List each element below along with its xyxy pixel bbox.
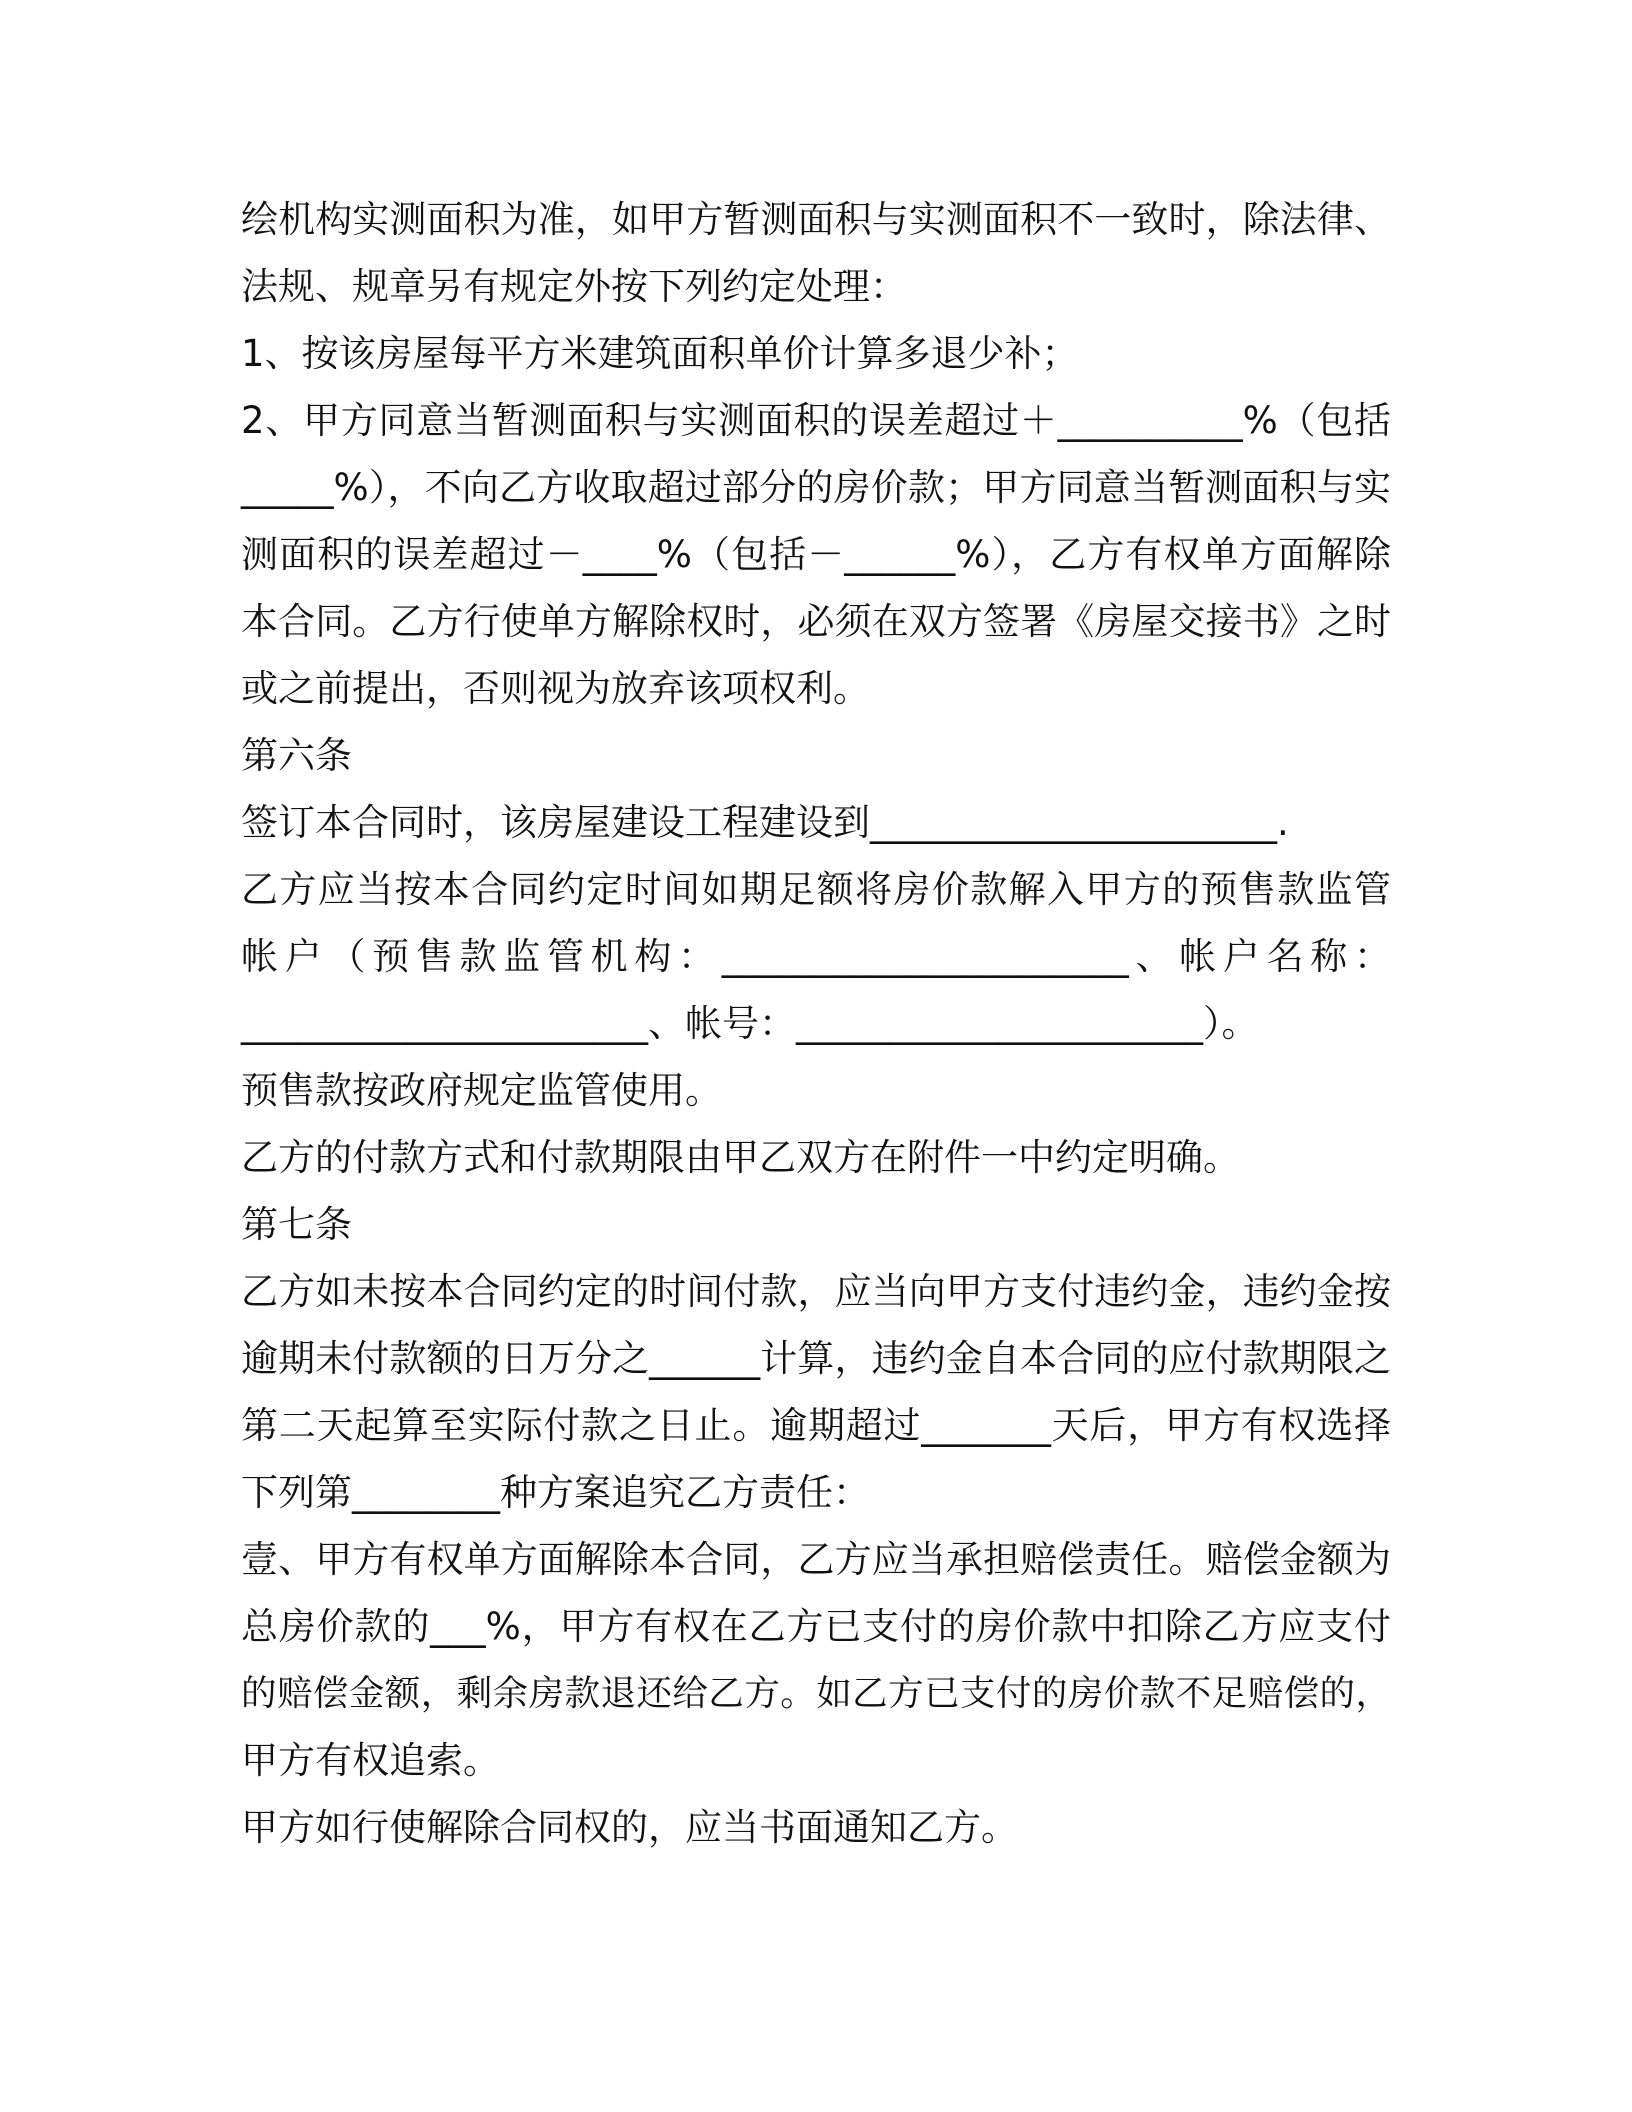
section-heading: 第六条 — [241, 734, 352, 777]
text-line: 下列第________种方案追究乙方责任： — [241, 1471, 870, 1514]
text-line: 法规、规章另有规定外按下列约定处理： — [241, 265, 907, 308]
text-line: 的赔偿金额，剩余房款退还给乙方。如乙方已支付的房价款不足赔偿的， — [241, 1673, 1391, 1714]
text-line: ______________________、帐号：______________________）。 — [241, 1002, 1259, 1045]
text-line: 绘机构实测面积为准，如甲方暂测面积与实测面积不一致时，除法律、 — [241, 198, 1391, 241]
text-line: 总房价款的___%，甲方有权在乙方已支付的房价款中扣除乙方应支付 — [241, 1605, 1391, 1648]
text-line: 甲方如行使解除合同权的，应当书面通知乙方。 — [241, 1806, 1018, 1849]
text-line: 帐户（预售款监管机构：______________________、帐户名称： — [241, 935, 1391, 978]
text-line: 逾期未付款额的日万分之______计算，违约金自本合同的应付款期限之 — [241, 1337, 1391, 1380]
text-line: 预售款按政府规定监管使用。 — [241, 1069, 722, 1112]
text-line: 甲方有权追索。 — [241, 1739, 500, 1782]
text-line: 测面积的误差超过－____%（包括－______%），乙方有权单方面解除 — [241, 533, 1391, 576]
text-line: 乙方应当按本合同约定时间如期足额将房价款解入甲方的预售款监管 — [241, 868, 1391, 911]
document-body — [241, 186, 1391, 1861]
text-line: 乙方的付款方式和付款期限由甲乙双方在附件一中约定明确。 — [241, 1136, 1240, 1179]
list-item: 1、按该房屋每平方米建筑面积单价计算多退少补； — [241, 332, 1079, 375]
text-line: 签订本合同时，该房屋建设工程建设到______________________. — [241, 801, 1289, 844]
text-line: 或之前提出，否则视为放弃该项权利。 — [241, 667, 870, 710]
text-line: 壹、甲方有权单方面解除本合同，乙方应当承担赔偿责任。赔偿金额为 — [241, 1538, 1391, 1581]
list-item: 2、甲方同意当暂测面积与实测面积的误差超过＋__________%（包括 — [241, 399, 1391, 442]
section-heading: 第七条 — [241, 1203, 352, 1246]
text-line: 乙方如未按本合同约定的时间付款，应当向甲方支付违约金，违约金按 — [241, 1270, 1391, 1313]
text-line: _____%），不向乙方收取超过部分的房价款；甲方同意当暂测面积与实 — [241, 466, 1391, 509]
text-line: 第二天起算至实际付款之日止。逾期超过_______天后，甲方有权选择 — [241, 1404, 1391, 1447]
text-line: 本合同。乙方行使单方解除权时，必须在双方签署《房屋交接书》之时 — [241, 600, 1391, 643]
